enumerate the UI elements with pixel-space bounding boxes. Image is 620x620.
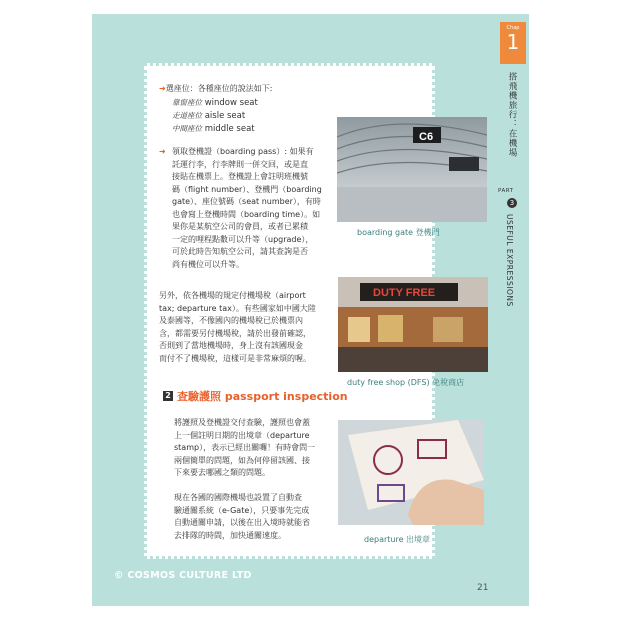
duty-free-sign-text: DUTY FREE	[373, 287, 436, 299]
section-title: 查驗護照 passport inspection	[177, 390, 348, 403]
duty-free-photo	[338, 277, 488, 372]
chapter-number: 1	[506, 30, 520, 54]
duty-free-illustration	[338, 277, 488, 372]
gate-caption: boarding gate 登機門	[357, 228, 440, 237]
arrow-icon: ➜	[159, 147, 166, 156]
page-number: 21	[477, 583, 489, 593]
arrow-icon: ➜	[159, 84, 166, 93]
gate-illustration	[337, 117, 487, 222]
part-number: 3	[507, 198, 517, 208]
seat-window: 靠窗座位 window seat	[172, 98, 258, 108]
seat-heading: ➜選座位：各種座位的說法如下:	[159, 84, 273, 93]
airport-tax-paragraph: 另外，依各機場的規定付機場稅（airport tax; departure tax）。有些國家如中國大陸 及泰國等，不像國內的機場稅已於機票內 含，都需要另付機場稅，請於出發前確認， 否則到了當地機場時，身上沒有該國現金 而付不了機場稅，這樣可是非常麻煩的喔。	[159, 291, 316, 363]
passport-paragraph-2: 現在各國的國際機場也設置了自動查 驗通關系統（e-Gate），只要事先完成 自動通關申請，以後在出入境時就能省 去排隊的時間，加快通關速度。	[174, 493, 310, 540]
chapter-title: 搭飛機旅行：在機場	[507, 72, 517, 158]
copyright: © COSMOS CULTURE LTD	[114, 570, 252, 581]
departure-stamp-photo	[338, 420, 484, 525]
departure-caption: departure 出境章	[364, 535, 431, 544]
section-number: 2	[163, 391, 173, 401]
gate-sign-text: C6	[419, 131, 434, 143]
part-title: USEFUL EXPRESSIONS	[505, 214, 514, 307]
chapter-tab	[500, 22, 526, 64]
seat-middle: 中間座位 middle seat	[172, 124, 255, 134]
part-label: PART	[498, 188, 514, 194]
duty-free-caption: duty free shop (DFS) 免稅商店	[347, 378, 465, 387]
passport-illustration	[338, 420, 484, 525]
boarding-gate-photo	[337, 117, 487, 222]
passport-paragraph-1: 將護照及登機證交付查驗，護照也會蓋 上一個註明日期的出境章（departure stamp），表示已經出關囉！有時會問一 兩個簡單的問題，如為何停留該國、接 下來要去哪國之類的問題。	[174, 418, 316, 477]
seat-aisle: 走道座位 aisle seat	[172, 111, 246, 121]
boarding-pass-paragraph: 領取登機證（boarding pass）: 如果有 託運行李，行李牌則一併交回，或是直 接貼在機票上。登機證上會註明班機號 碼（flight number）、登機門（boarding gate）、座位號碼（seat number），有時 也會寫上登機時間（boarding time）。如 果你是某航空公司的會員，或者已累積 一定的哩程點數可以升等（upgrade）， 可於此時告知航空公司，請其查詢是否 尚有機位可以升等。	[172, 147, 322, 269]
chapter-label: Chap	[506, 25, 520, 31]
